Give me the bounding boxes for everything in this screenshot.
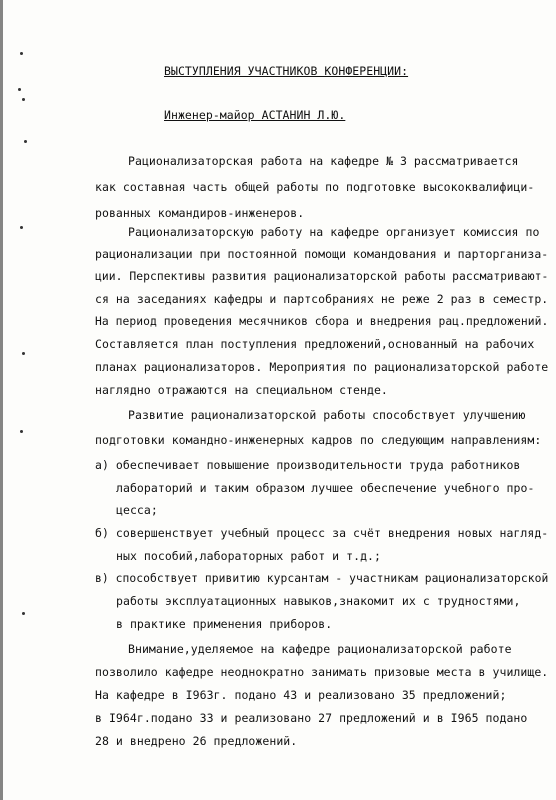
document-heading: ВЫСТУПЛЕНИЯ УЧАСТНИКОВ КОНФЕРЕНЦИИ:: [164, 64, 409, 78]
list-item-c: в) способствует привитию курсантам - участникам рационализаторской: [95, 571, 549, 585]
text-line: работы эксплуатационных навыков,знакомит их с трудностями,: [116, 594, 521, 608]
text-line: Внимание,уделяемое на кафедре рационализаторской работе: [128, 642, 512, 656]
text-line: Рационализаторскую работу на кафедре организует комиссия по: [128, 225, 540, 239]
text-line: ных пособий,лабораторных работ и т.д.;: [116, 549, 381, 563]
margin-mark: [20, 226, 23, 229]
text-line: в практике применения приборов.: [116, 617, 333, 631]
margin-mark: [20, 430, 23, 433]
text-line: наглядно отражаются на специальном стенде.: [95, 383, 388, 397]
text-line: в I964г.подано 33 и реализовано 27 предложений и в I965 подано: [95, 711, 528, 725]
text-line: Развитие рационализаторской работы способствует улучшению: [128, 408, 526, 422]
text-line: рованных командиров-инженеров.: [95, 206, 305, 220]
margin-mark: [22, 98, 25, 101]
margin-mark: [24, 140, 27, 143]
list-item-a: а) обеспечивает повышение производительности труда работников: [95, 458, 521, 472]
margin-mark: [22, 352, 25, 355]
text-line: планах рационализаторов. Мероприятия по рационализаторской работе: [95, 360, 549, 374]
text-line: На кафедре в I963г. подано 43 и реализовано 35 предложений;: [95, 688, 507, 702]
margin-mark: [20, 52, 23, 55]
margin-mark: [22, 612, 25, 615]
text-line: На период проведения месячников сбора и внедрения рац.предложений.: [95, 314, 549, 328]
text-line: ся на заседаниях кафедры и партсобраниях не реже 2 раз в семестр.: [95, 292, 549, 306]
text-line: как составная часть общей работы по подготовке высококвалифици-: [95, 180, 535, 194]
text-line: Рационализаторская работа на кафедре № 3 рассматривается: [128, 154, 519, 168]
text-line: Составляется план поступления предложений,основанный на рабочих: [95, 337, 535, 351]
text-line: цесса;: [116, 503, 158, 517]
text-line: подготовки командно-инженерных кадров по следующим направлениям:: [95, 433, 542, 447]
text-line: рационализации при постоянной помощи командования и парторганиза-: [95, 247, 549, 261]
page-left-edge: [0, 0, 3, 800]
speaker-name: Инженер-майор АСТАНИН Л.Ю.: [164, 108, 346, 122]
text-line: ции. Перспективы развития рационализаторской работы рассматривают-: [95, 269, 549, 283]
text-line: 28 и внедрено 26 предложений.: [95, 734, 298, 748]
list-item-b: б) совершенствует учебный процесс за счёт внедрения новых нагляд-: [95, 526, 549, 540]
text-line: позволило кафедре неоднократно занимать призовые места в училище.: [95, 665, 549, 679]
text-line: лабораторий и таким образом лучшее обеспечение учебного про-: [116, 481, 535, 495]
margin-mark: [18, 88, 21, 91]
